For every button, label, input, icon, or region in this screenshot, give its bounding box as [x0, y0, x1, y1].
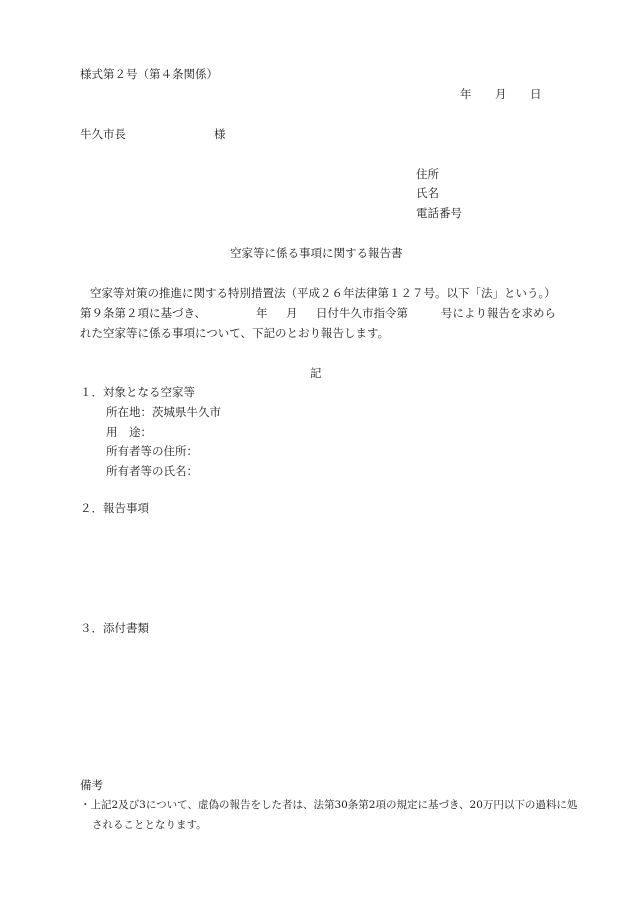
intro-line-2-part-d: 日付牛久市指令第 — [316, 306, 408, 320]
sender-address-label: 住所 — [416, 167, 439, 181]
report-title: 空家等に係る事項に関する報告書 — [230, 246, 403, 260]
date-month-label: 月 — [495, 87, 507, 101]
date-day-label: 日 — [530, 87, 542, 101]
intro-line-1: 空家等対策の推進に関する特別措置法（平成２６年法律第１２７号。以下「法」という。） — [90, 286, 556, 300]
intro-line-2-month: 月 — [286, 306, 298, 320]
section-1-location: 所在地：茨城県牛久市 — [106, 405, 221, 419]
intro-line-3: れた空家等に係る事項について、下記のとおり報告します。 — [80, 326, 390, 340]
section-3-heading: ３．添付書類 — [80, 621, 149, 635]
section-1-owner-name: 所有者等の氏名： — [106, 464, 198, 478]
sender-name-label: 氏名 — [416, 186, 439, 200]
intro-line-2-part-e: 号により報告を求めら — [441, 306, 556, 320]
date-year-label: 年 — [460, 87, 472, 101]
notes-line-1: ・上記2及び3について、虚偽の報告をした者は、法第30条第2項の規定に基づき、20万円以下の過料に処 — [80, 799, 578, 811]
section-2-heading: ２．報告事項 — [80, 501, 149, 515]
addressee-name: 牛久市長 — [80, 127, 126, 141]
section-1-usage: 用 途： — [106, 425, 152, 439]
intro-line-2-year: 年 — [256, 306, 268, 320]
addressee-honorific: 様 — [214, 127, 226, 141]
notes-line-2: されることとなります。 — [92, 819, 207, 831]
notes-heading: 備考 — [80, 778, 103, 792]
intro-line-2-part-a: 第９条第２項に基づき、 — [80, 306, 207, 320]
ki-label: 記 — [310, 366, 322, 380]
sender-phone-label: 電話番号 — [416, 206, 462, 220]
form-number: 様式第２号（第４条関係） — [80, 67, 218, 81]
section-1-owner-address: 所有者等の住所： — [106, 444, 198, 458]
section-1-heading: １．対象となる空家等 — [80, 385, 195, 399]
